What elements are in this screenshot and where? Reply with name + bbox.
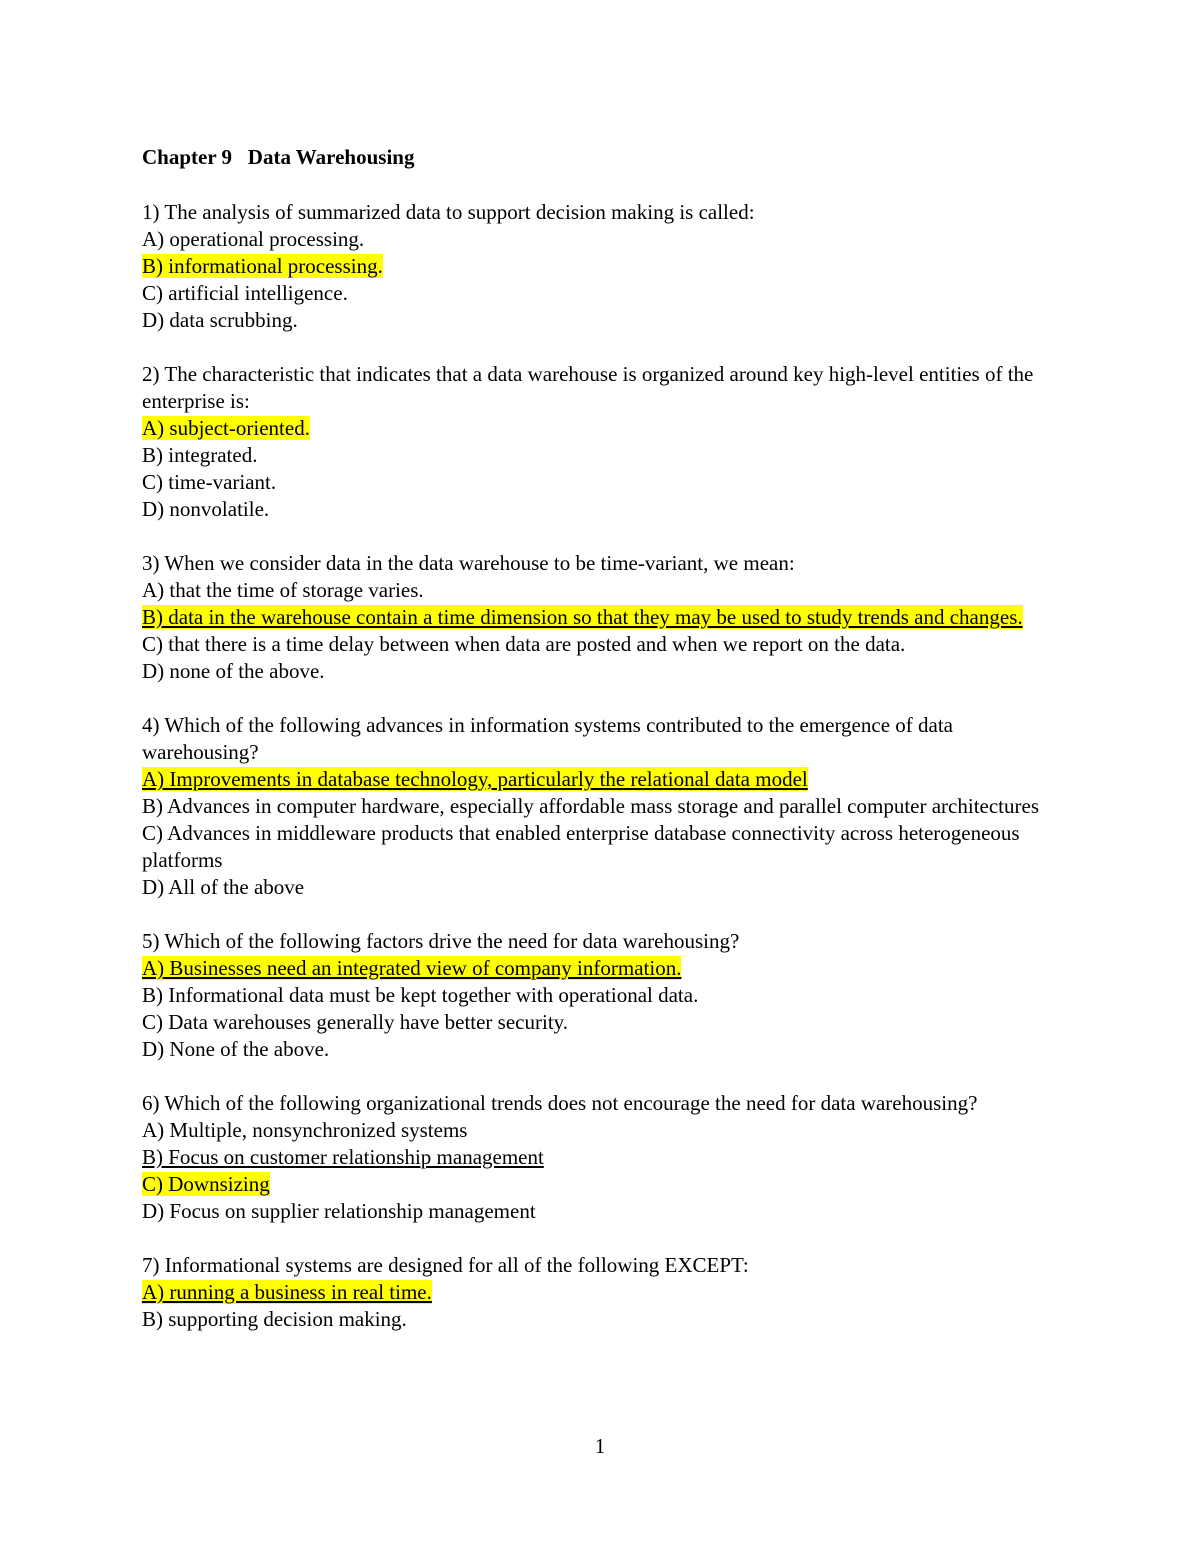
answer-option-text: C) time-variant. <box>142 470 277 494</box>
answer-option <box>142 820 1062 874</box>
answer-option-text: C) that there is a time delay between when data are posted and when we report on the data. <box>142 632 906 656</box>
answer-option-text: B) supporting decision making. <box>142 1307 407 1331</box>
question-text: 1) The analysis of summarized data to support decision making is called: <box>142 200 755 224</box>
answer-option-text: B) Advances in computer hardware, especially affordable mass storage and parallel computer architectures <box>142 794 1039 818</box>
question-text: 5) Which of the following factors drive the need for data warehousing? <box>142 929 740 953</box>
question-2 <box>142 361 1062 523</box>
answer-option-text: D) All of the above <box>142 875 305 899</box>
answer-option-text: B) Informational data must be kept together with operational data. <box>142 983 699 1007</box>
answer-option-text: A) that the time of storage varies. <box>142 578 424 602</box>
answer-option <box>142 955 1062 982</box>
answer-option-text: A) Multiple, nonsynchronized systems <box>142 1118 468 1142</box>
question-7 <box>142 1252 1062 1333</box>
answer-option <box>142 658 1062 685</box>
answer-option <box>142 1009 1062 1036</box>
question-3 <box>142 550 1062 685</box>
highlighted-answer-text: C) Downsizing <box>142 1172 270 1196</box>
highlighted-answer-text: A) subject-oriented. <box>142 416 310 440</box>
answer-option <box>142 766 1062 793</box>
answer-option <box>142 1171 1062 1198</box>
document-body <box>142 140 1062 1360</box>
answer-option <box>142 793 1062 820</box>
answer-option <box>142 1198 1062 1225</box>
answer-option-text: A) operational processing. <box>142 227 365 251</box>
question-text: 4) Which of the following advances in information systems contributed to the emergence of data warehousing? <box>142 713 953 764</box>
highlighted-answer-text: A) Businesses need an integrated view of company information. <box>142 956 682 980</box>
answer-option <box>142 604 1062 631</box>
answer-option-text: D) None of the above. <box>142 1037 330 1061</box>
answer-option-text: C) Advances in middleware products that enabled enterprise database connectivity across heterogeneous platforms <box>142 821 1020 872</box>
chapter-title: Chapter 9 Data Warehousing <box>142 145 415 169</box>
answer-option <box>142 1117 1062 1144</box>
answer-option <box>142 226 1062 253</box>
answer-option <box>142 631 1062 658</box>
page-number: 1 <box>594 1434 606 1458</box>
answer-option <box>142 442 1062 469</box>
question-text: 3) When we consider data in the data warehouse to be time-variant, we mean: <box>142 551 795 575</box>
question-1 <box>142 199 1062 334</box>
answer-option <box>142 874 1062 901</box>
answer-option <box>142 280 1062 307</box>
question-text: 7) Informational systems are designed for all of the following EXCEPT: <box>142 1253 749 1277</box>
question-text: 2) The characteristic that indicates that a data warehouse is organized around key high-level entities of the enterprise is: <box>142 362 1034 413</box>
highlighted-answer-text: B) informational processing. <box>142 254 383 278</box>
question-5 <box>142 928 1062 1063</box>
answer-option-text: D) none of the above. <box>142 659 325 683</box>
answer-option-text: C) artificial intelligence. <box>142 281 348 305</box>
highlighted-answer-text: A) running a business in real time. <box>142 1280 432 1304</box>
answer-option-text: D) Focus on supplier relationship management <box>142 1199 536 1223</box>
question-6 <box>142 1090 1062 1225</box>
question-text: 6) Which of the following organizational trends does not encourage the need for data warehousing? <box>142 1091 978 1115</box>
answer-option <box>142 982 1062 1009</box>
answer-option-text: B) Focus on customer relationship management <box>142 1145 544 1169</box>
question-4 <box>142 712 1062 901</box>
answer-option <box>142 496 1062 523</box>
answer-option-text: D) data scrubbing. <box>142 308 298 332</box>
answer-option <box>142 1306 1062 1333</box>
highlighted-answer-text: A) Improvements in database technology, particularly the relational data model <box>142 767 808 791</box>
answer-option <box>142 1279 1062 1306</box>
highlighted-answer-text: B) data in the warehouse contain a time dimension so that they may be used to study trends and changes. <box>142 605 1023 629</box>
answer-option-text: C) Data warehouses generally have better security. <box>142 1010 569 1034</box>
answer-option <box>142 307 1062 334</box>
answer-option <box>142 1036 1062 1063</box>
answer-option <box>142 253 1062 280</box>
answer-option <box>142 577 1062 604</box>
answer-option-text: D) nonvolatile. <box>142 497 270 521</box>
answer-option-text: B) integrated. <box>142 443 258 467</box>
answer-option <box>142 469 1062 496</box>
question-list <box>142 199 1062 1333</box>
answer-option <box>142 1144 1062 1171</box>
answer-option <box>142 415 1062 442</box>
